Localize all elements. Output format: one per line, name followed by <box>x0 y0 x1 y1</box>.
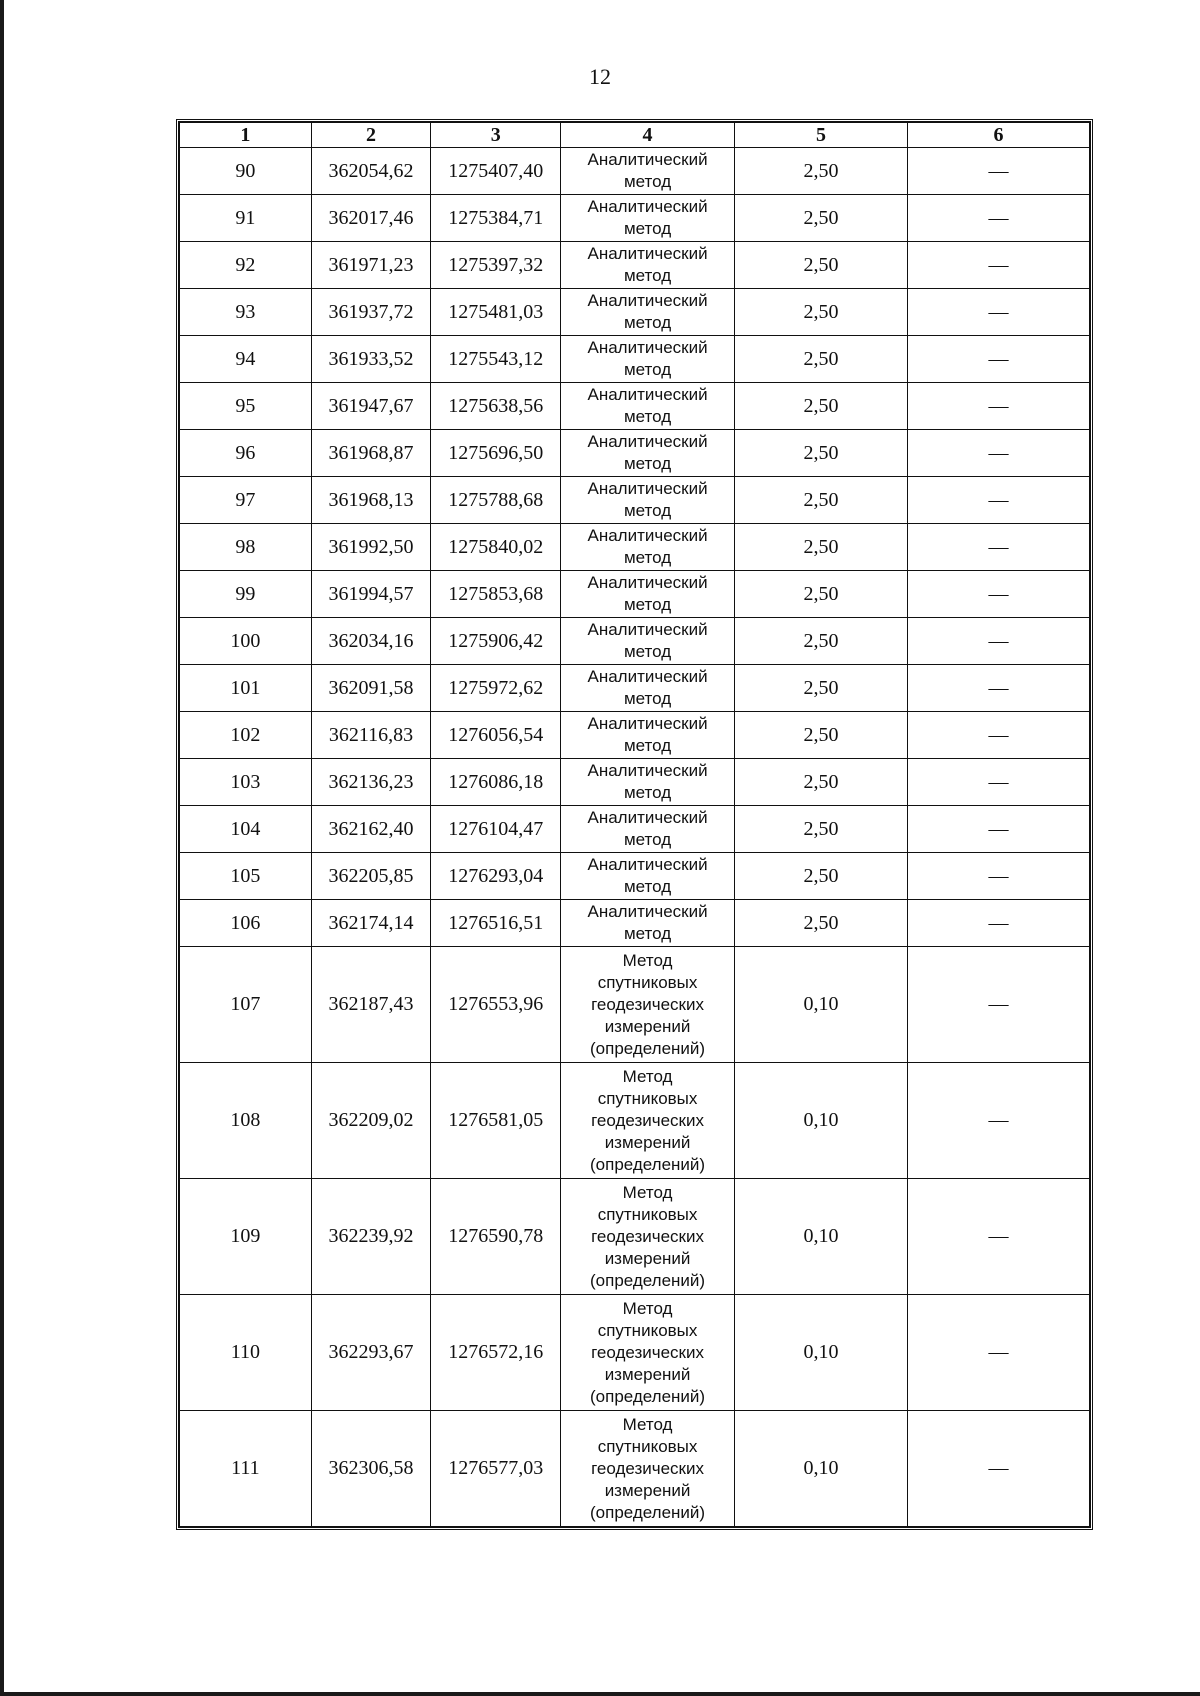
x-coordinate-cell: 362054,62 <box>311 148 431 195</box>
method-cell <box>561 947 735 1063</box>
description-cell: — <box>907 900 1089 947</box>
accuracy-cell: 2,50 <box>735 383 908 430</box>
description-cell: — <box>907 148 1089 195</box>
x-coordinate-cell: 362162,40 <box>311 806 431 853</box>
method-cell <box>561 289 735 336</box>
x-coordinate-cell: 361971,23 <box>311 242 431 289</box>
table-row <box>180 477 1090 524</box>
y-coordinate-cell: 1276056,54 <box>431 712 561 759</box>
table-row <box>180 712 1090 759</box>
method-text: Аналитический метод <box>587 338 708 379</box>
x-coordinate-cell: 362205,85 <box>311 853 431 900</box>
point-number-cell: 103 <box>180 759 312 806</box>
accuracy-cell: 2,50 <box>735 571 908 618</box>
x-coordinate-cell: 362034,16 <box>311 618 431 665</box>
accuracy-cell: 2,50 <box>735 524 908 571</box>
method-cell <box>561 1295 735 1411</box>
y-coordinate-cell: 1275788,68 <box>431 477 561 524</box>
y-coordinate-cell: 1275638,56 <box>431 383 561 430</box>
table-row <box>180 289 1090 336</box>
description-cell: — <box>907 242 1089 289</box>
y-coordinate-cell: 1275407,40 <box>431 148 561 195</box>
y-coordinate-cell: 1276104,47 <box>431 806 561 853</box>
method-text: Аналитический метод <box>587 197 708 238</box>
x-coordinate-cell: 361968,87 <box>311 430 431 477</box>
accuracy-cell: 0,10 <box>735 1411 908 1527</box>
description-cell: — <box>907 947 1089 1063</box>
description-cell: — <box>907 618 1089 665</box>
method-text: Аналитический метод <box>587 244 708 285</box>
point-number-cell: 109 <box>180 1179 312 1295</box>
method-cell <box>561 336 735 383</box>
x-coordinate-cell: 362136,23 <box>311 759 431 806</box>
point-number-cell: 110 <box>180 1295 312 1411</box>
description-cell: — <box>907 712 1089 759</box>
point-number-cell: 108 <box>180 1063 312 1179</box>
method-text: Аналитический метод <box>587 526 708 567</box>
table-row <box>180 806 1090 853</box>
method-text: Аналитический метод <box>587 291 708 332</box>
table-row <box>180 524 1090 571</box>
y-coordinate-cell: 1276553,96 <box>431 947 561 1063</box>
x-coordinate-cell: 362293,67 <box>311 1295 431 1411</box>
x-coordinate-cell: 362017,46 <box>311 195 431 242</box>
table-row <box>180 148 1090 195</box>
method-text: Метод спутниковых геодезических измерений (определений) <box>590 950 706 1058</box>
method-cell <box>561 242 735 289</box>
point-number-cell: 100 <box>180 618 312 665</box>
table-row <box>180 1063 1090 1179</box>
method-cell <box>561 712 735 759</box>
method-text: Аналитический метод <box>587 808 708 849</box>
method-cell <box>561 665 735 712</box>
method-text: Аналитический метод <box>587 855 708 896</box>
method-cell <box>561 430 735 477</box>
point-number-cell: 97 <box>180 477 312 524</box>
x-coordinate-cell: 362239,92 <box>311 1179 431 1295</box>
method-text: Аналитический метод <box>587 667 708 708</box>
point-number-cell: 91 <box>180 195 312 242</box>
y-coordinate-cell: 1276516,51 <box>431 900 561 947</box>
point-number-cell: 98 <box>180 524 312 571</box>
description-cell: — <box>907 1295 1089 1411</box>
point-number-cell: 95 <box>180 383 312 430</box>
description-cell: — <box>907 1063 1089 1179</box>
method-cell <box>561 1063 735 1179</box>
point-number-cell: 90 <box>180 148 312 195</box>
y-coordinate-cell: 1275840,02 <box>431 524 561 571</box>
point-number-cell: 93 <box>180 289 312 336</box>
table-row <box>180 430 1090 477</box>
accuracy-cell: 2,50 <box>735 289 908 336</box>
point-number-cell: 105 <box>180 853 312 900</box>
method-cell <box>561 571 735 618</box>
accuracy-cell: 2,50 <box>735 712 908 759</box>
table-row <box>180 1179 1090 1295</box>
accuracy-cell: 2,50 <box>735 618 908 665</box>
description-cell: — <box>907 571 1089 618</box>
header-row <box>180 123 1090 148</box>
x-coordinate-cell: 361933,52 <box>311 336 431 383</box>
x-coordinate-cell: 362091,58 <box>311 665 431 712</box>
method-cell <box>561 759 735 806</box>
method-cell <box>561 900 735 947</box>
table-row <box>180 242 1090 289</box>
y-coordinate-cell: 1275481,03 <box>431 289 561 336</box>
method-cell <box>561 195 735 242</box>
accuracy-cell: 0,10 <box>735 1063 908 1179</box>
method-text: Аналитический метод <box>587 432 708 473</box>
method-cell <box>561 618 735 665</box>
method-cell <box>561 1179 735 1295</box>
point-number-cell: 111 <box>180 1411 312 1527</box>
y-coordinate-cell: 1276293,04 <box>431 853 561 900</box>
method-cell <box>561 1411 735 1527</box>
method-cell <box>561 806 735 853</box>
description-cell: — <box>907 383 1089 430</box>
accuracy-cell: 2,50 <box>735 665 908 712</box>
accuracy-cell: 2,50 <box>735 477 908 524</box>
table-row <box>180 759 1090 806</box>
point-number-cell: 102 <box>180 712 312 759</box>
accuracy-cell: 2,50 <box>735 853 908 900</box>
method-text: Метод спутниковых геодезических измерений (определений) <box>590 1414 706 1522</box>
table-body <box>180 148 1090 1527</box>
header-cell-5: 5 <box>735 123 908 148</box>
header-cell-1: 1 <box>180 123 312 148</box>
accuracy-cell: 0,10 <box>735 1179 908 1295</box>
x-coordinate-cell: 361992,50 <box>311 524 431 571</box>
y-coordinate-cell: 1276086,18 <box>431 759 561 806</box>
x-coordinate-cell: 361947,67 <box>311 383 431 430</box>
table-row <box>180 900 1090 947</box>
x-coordinate-cell: 362116,83 <box>311 712 431 759</box>
point-number-cell: 106 <box>180 900 312 947</box>
scan-edge-left <box>0 0 4 1696</box>
method-cell <box>561 853 735 900</box>
description-cell: — <box>907 1411 1089 1527</box>
method-text: Аналитический метод <box>587 714 708 755</box>
table-row <box>180 571 1090 618</box>
description-cell: — <box>907 430 1089 477</box>
scan-edge-bottom <box>0 1692 1200 1696</box>
x-coordinate-cell: 361994,57 <box>311 571 431 618</box>
accuracy-cell: 2,50 <box>735 148 908 195</box>
description-cell: — <box>907 289 1089 336</box>
table-row <box>180 853 1090 900</box>
x-coordinate-cell: 362174,14 <box>311 900 431 947</box>
method-text: Метод спутниковых геодезических измерений (определений) <box>590 1066 706 1174</box>
accuracy-cell: 0,10 <box>735 947 908 1063</box>
table-row <box>180 1411 1090 1527</box>
y-coordinate-cell: 1275853,68 <box>431 571 561 618</box>
x-coordinate-cell: 362209,02 <box>311 1063 431 1179</box>
x-coordinate-cell: 361968,13 <box>311 477 431 524</box>
page-number: 12 <box>589 64 611 89</box>
method-cell <box>561 524 735 571</box>
y-coordinate-cell: 1276590,78 <box>431 1179 561 1295</box>
y-coordinate-cell: 1275696,50 <box>431 430 561 477</box>
description-cell: — <box>907 806 1089 853</box>
method-text: Метод спутниковых геодезических измерений (определений) <box>590 1298 706 1406</box>
y-coordinate-cell: 1276572,16 <box>431 1295 561 1411</box>
accuracy-cell: 2,50 <box>735 759 908 806</box>
accuracy-cell: 2,50 <box>735 336 908 383</box>
point-number-cell: 92 <box>180 242 312 289</box>
y-coordinate-cell: 1275972,62 <box>431 665 561 712</box>
table-row <box>180 947 1090 1063</box>
point-number-cell: 96 <box>180 430 312 477</box>
point-number-cell: 94 <box>180 336 312 383</box>
header-cell-3: 3 <box>431 123 561 148</box>
y-coordinate-cell: 1276577,03 <box>431 1411 561 1527</box>
point-number-cell: 104 <box>180 806 312 853</box>
table-row <box>180 618 1090 665</box>
accuracy-cell: 2,50 <box>735 900 908 947</box>
description-cell: — <box>907 1179 1089 1295</box>
point-number-cell: 107 <box>180 947 312 1063</box>
table-row <box>180 665 1090 712</box>
method-text: Аналитический метод <box>587 150 708 191</box>
table-row <box>180 1295 1090 1411</box>
header-cell-2: 2 <box>311 123 431 148</box>
coordinates-table-frame <box>176 119 1093 1530</box>
method-text: Аналитический метод <box>587 573 708 614</box>
y-coordinate-cell: 1275543,12 <box>431 336 561 383</box>
description-cell: — <box>907 665 1089 712</box>
x-coordinate-cell: 362306,58 <box>311 1411 431 1527</box>
method-text: Аналитический метод <box>587 385 708 426</box>
method-cell <box>561 477 735 524</box>
description-cell: — <box>907 195 1089 242</box>
point-number-cell: 101 <box>180 665 312 712</box>
method-text: Аналитический метод <box>587 902 708 943</box>
description-cell: — <box>907 524 1089 571</box>
description-cell: — <box>907 336 1089 383</box>
description-cell: — <box>907 759 1089 806</box>
x-coordinate-cell: 361937,72 <box>311 289 431 336</box>
accuracy-cell: 2,50 <box>735 195 908 242</box>
header-cell-4: 4 <box>561 123 735 148</box>
accuracy-cell: 2,50 <box>735 430 908 477</box>
table-row <box>180 195 1090 242</box>
description-cell: — <box>907 853 1089 900</box>
y-coordinate-cell: 1275906,42 <box>431 618 561 665</box>
coordinates-table <box>179 122 1090 1527</box>
table-row <box>180 336 1090 383</box>
y-coordinate-cell: 1275397,32 <box>431 242 561 289</box>
method-text: Аналитический метод <box>587 479 708 520</box>
method-text: Аналитический метод <box>587 620 708 661</box>
header-cell-6: 6 <box>907 123 1089 148</box>
point-number-cell: 99 <box>180 571 312 618</box>
accuracy-cell: 2,50 <box>735 242 908 289</box>
method-text: Аналитический метод <box>587 761 708 802</box>
method-text: Метод спутниковых геодезических измерений (определений) <box>590 1182 706 1290</box>
y-coordinate-cell: 1276581,05 <box>431 1063 561 1179</box>
description-cell: — <box>907 477 1089 524</box>
method-cell <box>561 148 735 195</box>
method-cell <box>561 383 735 430</box>
table-row <box>180 383 1090 430</box>
accuracy-cell: 0,10 <box>735 1295 908 1411</box>
x-coordinate-cell: 362187,43 <box>311 947 431 1063</box>
accuracy-cell: 2,50 <box>735 806 908 853</box>
y-coordinate-cell: 1275384,71 <box>431 195 561 242</box>
